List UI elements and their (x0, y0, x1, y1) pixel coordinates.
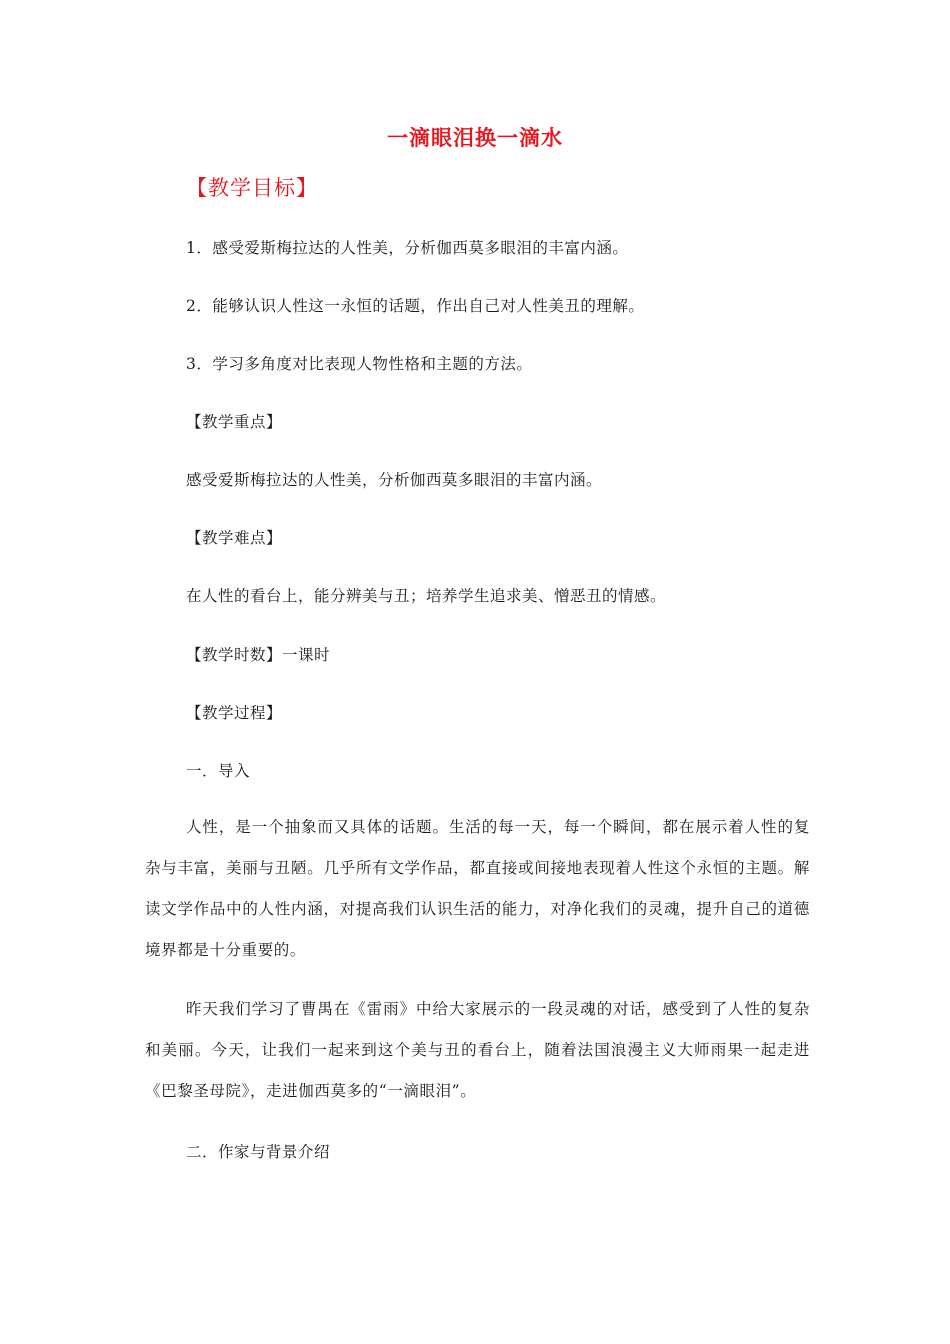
hours-value: 一课时 (282, 646, 331, 664)
section-heading: 二．作家与背景介绍 (186, 1143, 331, 1161)
objectives-heading: 【教学目标】 (186, 176, 318, 200)
hours-heading: 【教学时数】 (186, 646, 283, 664)
key-points-heading: 【教学重点】 (186, 413, 283, 431)
document-title: 一滴眼泪换一滴水 (387, 125, 563, 150)
difficulties-heading: 【教学难点】 (186, 529, 283, 547)
section-heading: 一．导入 (186, 762, 251, 780)
process-heading: 【教学过程】 (186, 704, 283, 722)
difficulties-text: 在人性的看台上，能分辨美与丑；培养学生追求美、憎恶丑的情感。 (186, 587, 667, 605)
key-points-text: 感受爱斯梅拉达的人性美，分析伽西莫多眼泪的丰富内涵。 (186, 471, 603, 489)
hours-line (186, 643, 330, 665)
objective-item: 3．学习多角度对比表现人物性格和主题的方法。 (186, 355, 533, 373)
objective-item: 1．感受爱斯梅拉达的人性美，分析伽西莫多眼泪的丰富内涵。 (186, 239, 629, 257)
body-paragraph: 昨天我们学习了曹禺在《雷雨》中给大家展示的一段灵魂的对话，感受到了人性的复杂和美丽。今天，让我们一起来到这个美与丑的看台上，随着法国浪漫主义大师雨果一起走进《巴黎圣母院》，走进伽西莫多的“一滴眼泪”。 (145, 1000, 810, 1100)
objective-item: 2．能够认识人性这一永恒的话题，作出自己对人性美丑的理解。 (186, 297, 645, 315)
body-paragraph: 人性，是一个抽象而又具体的话题。生活的每一天，每一个瞬间，都在展示着人性的复杂与丰富，美丽与丑陋。几乎所有文学作品，都直接或间接地表现着人性这个永恒的主题。解读文学作品中的人性内涵，对提高我们认识生活的能力，对净化我们的灵魂，提升自己的道德境界都是十分重要的。 (145, 818, 810, 959)
